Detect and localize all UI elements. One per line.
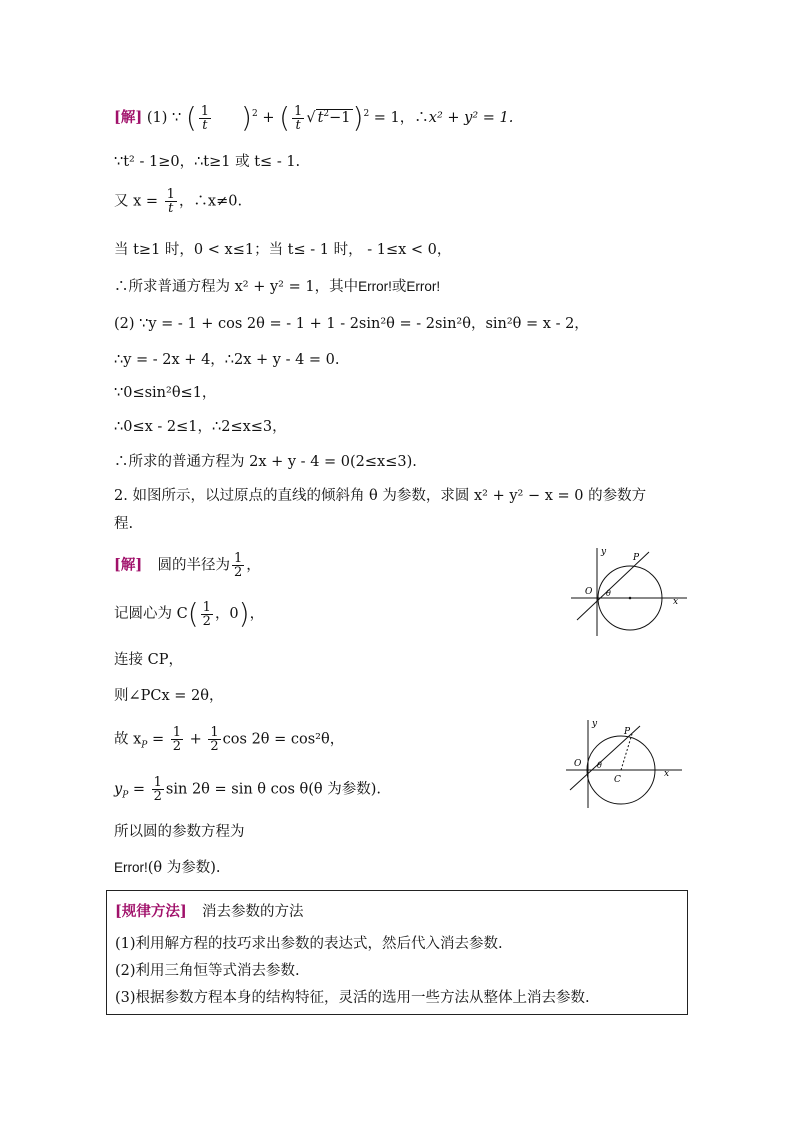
denominator: t (168, 201, 174, 216)
denominator: 2 (233, 565, 243, 580)
sol2-result (114, 858, 221, 878)
text: 圆的半径为 (157, 557, 230, 574)
method-item-2: (2)利用三角恒等式消去参数. (115, 963, 300, 979)
sol2-radius (114, 552, 261, 579)
o-label: O (574, 759, 582, 769)
denominator: 2 (153, 789, 162, 804)
sol1-line-2: ∵t² - 1≥0，∴t≥1 或 t≤ - 1. (114, 154, 301, 170)
sol2-center: 记圆心为 C( $\frac{1}{2}$ ，0)， (114, 597, 265, 630)
denominator: t (295, 117, 301, 133)
paren-right: ) (238, 597, 250, 630)
theta-label: θ (597, 761, 602, 770)
numerator: 1 (210, 725, 219, 740)
fraction (199, 105, 211, 132)
sol2-yp (114, 776, 381, 805)
solution-tag: [解] (114, 109, 143, 126)
text: y (114, 781, 123, 798)
sqrt-body: $t^2-1$ (317, 109, 351, 126)
text: ，0 (214, 606, 239, 622)
method-header (115, 900, 303, 921)
theta-label: θ (606, 589, 611, 598)
error-text: Error! (406, 279, 441, 294)
sqrt-base: t (317, 110, 324, 126)
method-title: 消去参数的方法 (201, 904, 304, 920)
sol2-conclusion: 所以圆的参数方程为 (114, 824, 245, 840)
center-dot (629, 597, 632, 600)
sol1-line-8: ∵0≤sin²θ≤1， (114, 385, 217, 401)
fraction (171, 726, 183, 753)
x-label: x (673, 597, 679, 607)
fraction (201, 601, 213, 628)
p-label: P (624, 727, 631, 737)
figure-1 (565, 540, 690, 640)
numerator: 1 (200, 103, 210, 119)
sol1-line-1: [解] (1) ∵ ( $\frac{1}{t}$ )$^2$ + ( $\frac{1}{t}$ √ $t^2-1)^2 = 1$，∴x² + y² = 1. (114, 101, 514, 134)
result-equation: x² + y² = 1. (428, 110, 514, 126)
text: 或 (391, 279, 407, 295)
y-label: y (601, 547, 607, 557)
text: sin 2θ = sin θ cos θ(θ 为参数). (165, 781, 382, 798)
denominator: 2 (202, 613, 211, 629)
sol2-angle: 则∠PCx = 2θ， (114, 688, 224, 704)
o-label: O (585, 587, 593, 597)
radius-cp (621, 734, 632, 770)
text: ，∴x≠0. (178, 193, 243, 210)
question-2-line-1: 2. 如图所示，以过原点的直线的倾斜角 θ 为参数，求圆 x² + y² − x = 0 的参数方 (114, 488, 647, 504)
numerator: 1 (153, 775, 162, 790)
equals: = (151, 731, 165, 748)
plus-sign: + (189, 731, 202, 748)
denominator: 2 (172, 739, 182, 754)
plus-sign: + (262, 110, 275, 126)
y-label: y (592, 719, 598, 729)
text: 故 x (114, 731, 142, 748)
denominator: 2 (210, 739, 219, 754)
sol1-line-5 (114, 277, 440, 297)
solution-tag: [解] (114, 556, 143, 574)
sol1-line-4: 当 t≥1 时，0 < x≤1；当 t≤ - 1 时， - 1≤x < 0， (114, 242, 452, 258)
because-text: (1) ∵ (146, 110, 182, 126)
sol2-xp (114, 726, 344, 755)
sol1-line-9: ∴0≤x - 2≤1，∴2≤x≤3， (114, 419, 287, 435)
p-label: P (633, 553, 640, 563)
numerator: 1 (294, 103, 303, 119)
fraction (232, 552, 244, 579)
fraction (292, 105, 304, 132)
equals: = (132, 781, 146, 798)
figure-2 (560, 712, 685, 812)
text: 记圆心为 C (114, 606, 188, 622)
paren-right: ) (352, 101, 364, 134)
paren-left: ( (185, 101, 197, 134)
numerator: 1 (202, 599, 211, 615)
sol1-line-3 (114, 188, 242, 215)
subscript: P (122, 790, 129, 801)
fraction (208, 726, 220, 753)
fraction (165, 188, 177, 215)
text: (θ 为参数). (147, 860, 221, 876)
fraction (152, 776, 164, 803)
sol1-line-7: ∴y = - 2x + 4，∴2x + y - 4 = 0. (114, 352, 340, 368)
denominator: t (202, 117, 208, 133)
numerator: 1 (166, 187, 175, 202)
sqrt-tail: −1 (329, 110, 351, 126)
text: ， (246, 557, 261, 574)
error-text: Error! (358, 279, 392, 294)
method-box (106, 890, 688, 1015)
paren-right: ) (241, 101, 252, 134)
subscript: P (141, 740, 148, 751)
numerator: 1 (172, 725, 182, 740)
paren-left: ( (279, 101, 291, 134)
c-label: C (614, 775, 621, 785)
equals-therefore: = 1，∴ (373, 110, 429, 126)
method-tag: [规律方法] (115, 903, 187, 920)
numerator: 1 (233, 551, 243, 566)
sol1-line-6: (2) ∵y = - 1 + cos 2θ = - 1 + 1 - 2sin²θ = - 2sin²θ，sin²θ = x - 2， (114, 316, 589, 332)
method-item-1: (1)利用解方程的技巧求出参数的表达式，然后代入消去参数. (115, 936, 503, 952)
paren-left: ( (187, 597, 199, 630)
x-label: x (664, 769, 670, 779)
text: ∴所求普通方程为 x² + y² = 1，其中 (114, 279, 359, 295)
question-2-line-2: 程. (114, 516, 134, 532)
text: 又 x = (114, 193, 159, 210)
sol2-connect: 连接 CP， (114, 652, 183, 668)
error-text: Error! (114, 860, 148, 875)
sol1-line-10: ∴所求的普通方程为 2x + y - 4 = 0(2≤x≤3). (114, 454, 417, 470)
method-item-3: (3)根据参数方程本身的结构特征，灵活的选用一些方法从整体上消去参数. (115, 990, 590, 1006)
text: cos 2θ = cos²θ， (222, 731, 345, 748)
